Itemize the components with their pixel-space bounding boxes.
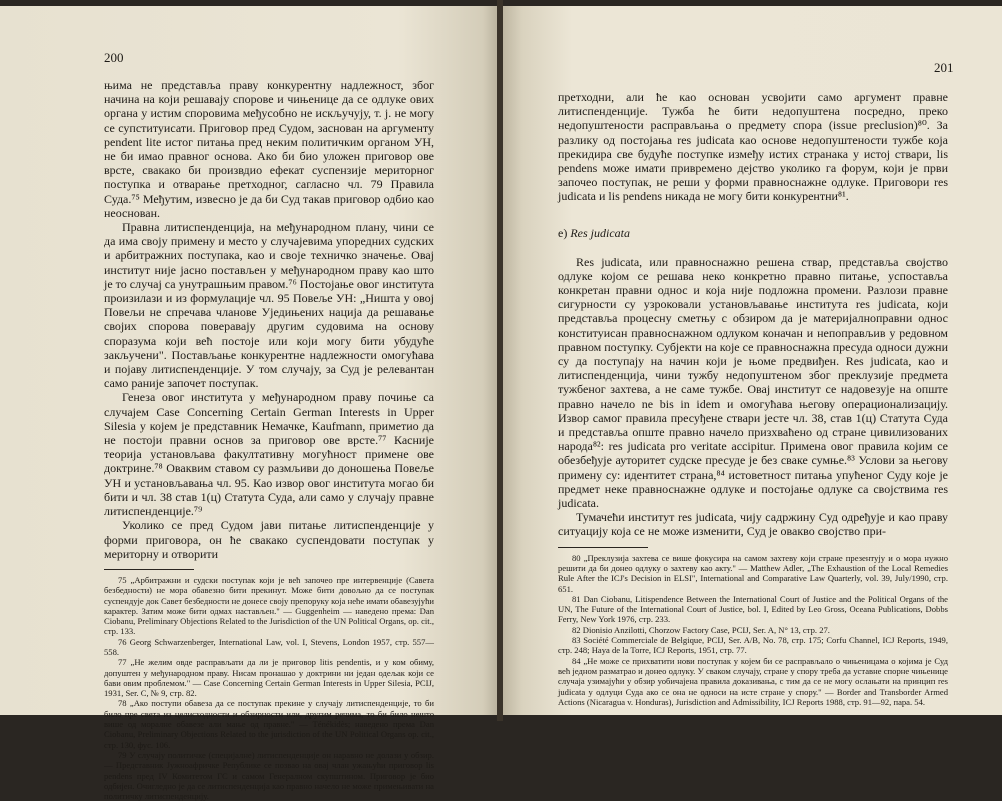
paragraph: Генеза овог института у међународном праву почиње са случајем Case Concerning Certain German Interests in Upper Silesia у којем је представник Немачке, Kaufmann, приметио да не постоји правни основ за приговор ове врсте.⁷⁷ Касније теорија установљава факултативну могућност примене ове доктрине.⁷⁸ Оваквим ставом су размљиви до доношења Повеље УН и установљавања чл. 95. Као извор овог института могао би бити и чл. 38 став 1(ц) Статута Суда, али само у случају правне литиспенденције.⁷⁹ <box>104 390 434 519</box>
paragraph: Уколико се пред Судом јави питање литиспенденције у форми приговора, он ће свакако суспендовати поступак у мериторну и отворити <box>104 518 434 561</box>
paragraph: Правна литиспенденција, на међународном плану, чини се да има своју примену и место у случајевима упоредних судских и арбитражних поступака, као и своје техничко значење. Овај институт није јасно постављен у међународном праву као што је то случај са унутрашњим правом.⁷⁶ Постојање овог института произилази и из формулације чл. 95 Повеље УН: „Ништа у овој Повељи не спречава чланове Уједињених нација да решавање својих спорова поверавају другим судовима на основу споразума који већ постоје или који могу бити убудуће закључени". Постављање конкурентне надлежности омогућава и појаву литиспенденције. У том случају, за Суд је релевантан само раније започет поступак. <box>104 220 434 391</box>
footnote-divider <box>558 547 648 548</box>
section-heading-term: Res judicata <box>570 225 630 240</box>
right-page <box>502 6 1002 715</box>
left-page <box>0 6 498 801</box>
footnote: 75 „Арбитражни и судски поступак који је већ започео пре интервенције (Савета безбедности) не мора обавезно бити прекинут. Може бити довољно да се поступак суспендује док Савет безбедности не донесе своју препоруку која неће имати обавезујући карактер. Затим може бити одмах настављен." — Guggenheim — наведено према: Dan Ciobanu, Preliminary Objections Related to the Jurisdiction of the UN Political Organs, op. cit., стр. 133. <box>104 574 434 637</box>
left-text-column <box>104 78 434 801</box>
page-number: 200 <box>104 50 124 65</box>
right-text-column <box>558 90 948 707</box>
footnote-divider <box>104 569 194 570</box>
footnote: 80 „Преклузија захтева се више фокусира на самом захтеву који стране презентују и о мора нужно решити да би донео одлуку о захтеву као акту." — Matthew Adler, „The Exhaustion of the Local Remedies Rule After the ICJ's Decision in ELSI", International and Comparative Law Quarterly, vol. 39, July/1990, стр. 651. <box>558 552 948 594</box>
section-heading <box>558 226 948 241</box>
paragraph: њима не представља праву конкурентну надлежност, због начина на који решавају спорове и чињенице да се одлуке ових органа у истим споровима међусобно не искључују, т. ј. не могу се супституисати. Приговор пред Судом, заснован на аргументу pendent lite истог питања пред неким политичким органом УН, не би имао правног основа. Ако би био уложен приговор ове врсте, свакако би произвдио ефекат суспензије мериторног поступка и отварање претходног, сагласно чл. 79 Правила Суда.⁷⁵ Међутим, извесно је да би Суд такав приговор одбио као неоснован. <box>104 78 434 220</box>
paragraph: Res judicata, или правноснажно решена ствар, представља својство одлуке којом се решава неко конкретно правно питање, успостављa конкретан правни однос и која није подложна промени. Разлози правне сигурности су узроковали установљавање института res judicata, који представља процесну сметњу с обзиром да је материјалноправни однос конституисан правноснажном одлуком коначан и непоправљив у редовном правном поступку. Субјекти на које се правноснажна пресуда односи дужни су да поступају на начин који је њоме предвиђен. Res judicata, као и литиспенденција, чини тужбу недопуштеном због преклузије предмета тужбеног захтева, а не саме тужбе. Овај институт се надовезује на опште правно начело ne bis in idem и омогућава његову операционализацију. Извор самог правила пресуђене ствари јесте чл. 38, став 1(ц) Статута Суда и представља опште правно начело призхваћено од стране цивилизованих народа⁸²: res judicata pro veritate accipitur. Примена овог правила којим се обезбеђује ауторитет судске пресуде је без сваке сумње.⁸³ Услови за његову примену су: идентитет страна,⁸⁴ истоветност питања упућеног Суду које је предмет неке правноснажне одлуке и постојање одлуке са својствима res judicata. <box>558 254 948 511</box>
footnote: 78 „Ако поступи обавеза да се поступак прекине у случају литиспенденције, то би било пре света из целисходности и обзирности или, другим речима, то би било нешто више од моралне обавезе али мање од правне." — Ténékidès; наведено према Dan Ciobanu, Preliminary Objections Related to the jurisdiction of the UN Political Organs op. cit., стр. 130, фус. 106. <box>104 698 434 750</box>
footnote: 83 Société Commerciale de Belgique, PCIJ, Ser. A/B, No. 78, стр. 175; Corfu Channel, ICJ Reports, 1949, стр. 248; Haya de la Torre, ICJ Reports, 1951, стр. 77. <box>558 635 948 656</box>
paragraph: претходни, али ће као основан усвојити само аргумент правне литиспенденције. Тужба ће бити недопуштена посредно, преко недопуштености расправљања о предмету спора (issue preclusion)⁸⁰. За разлику од постојања res judicata као основе недопуштености тужбе која прекидира све будуће поступке између истих странака у истој ствари, lis pendens може имати привремено дејство уколико га форум, који је први започео поступак, не реши у форми правноснажне одлуке. Приговори res judicata и lis pendens никада не могу бити конкурентни⁸¹. <box>558 90 948 204</box>
section-heading-letter: е) <box>558 225 568 240</box>
paragraph: Тумачећи институт res judicata, чију садржину Суд одређује и као праву ситуацију која се не може изменити, Суд је овакво својство при- <box>558 510 948 539</box>
footnote: 76 Georg Schwarzenberger, International Law, vol. I, Stevens, London 1957, стр. 557—558. <box>104 636 434 657</box>
footnote: 82 Dionisio Anzilotti, Chorzow Factory Case, PCIJ, Ser. A, N° 13, стр. 27. <box>572 624 830 635</box>
footnote: 79 У случају политичке (специјалне) литиспенденције он наравно не долази у обзир. — Представник Јужноафричке Републике се позвао на овај члан ужањући приговор lis pendens пред IV Комитетом ГС и самом Генералном скупштином. Приговор је био одбијен. Очигледно је да се литиспенденција као правно начело не може примењивати на политичку литиспенденцију. <box>104 749 434 801</box>
footnote: 77 „Не желим овде расправљати да ли је приговор litis pendentis, и у ком обиму, допуштен у међународном праву. Нисам пронашао у доктрини ни један одељак који се бави овим проблемом." — Case Concerning Certain German Interests in Upper Silesia, PCIJ, 1931, Ser. C, № 9, стр. 82. <box>104 657 434 699</box>
footnote: 81 Dan Ciobanu, Litispendence Between the International Court of Justice and the Political Organs of the UN, The Future of the International Court of Justice, bol. I, Edited by Leo Gross, Oceana Publications, Dobbs Ferry, New York 1976, стр. 233. <box>558 593 948 625</box>
page-number: 201 <box>934 60 954 75</box>
book-gutter <box>497 0 503 721</box>
footnote: 84 „Не може се прихватити нови поступак у којем би се расправљало о чињеницама о којима је Суд већ једном разматрао и донео одлуку. У сваком случају, стране у спору треба да уставне спорне чињенице случаја узимајући у обзир уобичајена правила доказивања, с тим да се не могу ослањати на принцип res judicata у одлуци Суда ако се она не односи на исте стране у спору." — Border and Transborder Armed Actions (Nicaragua v. Honduras), Jurisdiction and Admissibility, ICJ Reports 1988, стр. 91—92, пара. 54. <box>558 655 948 707</box>
